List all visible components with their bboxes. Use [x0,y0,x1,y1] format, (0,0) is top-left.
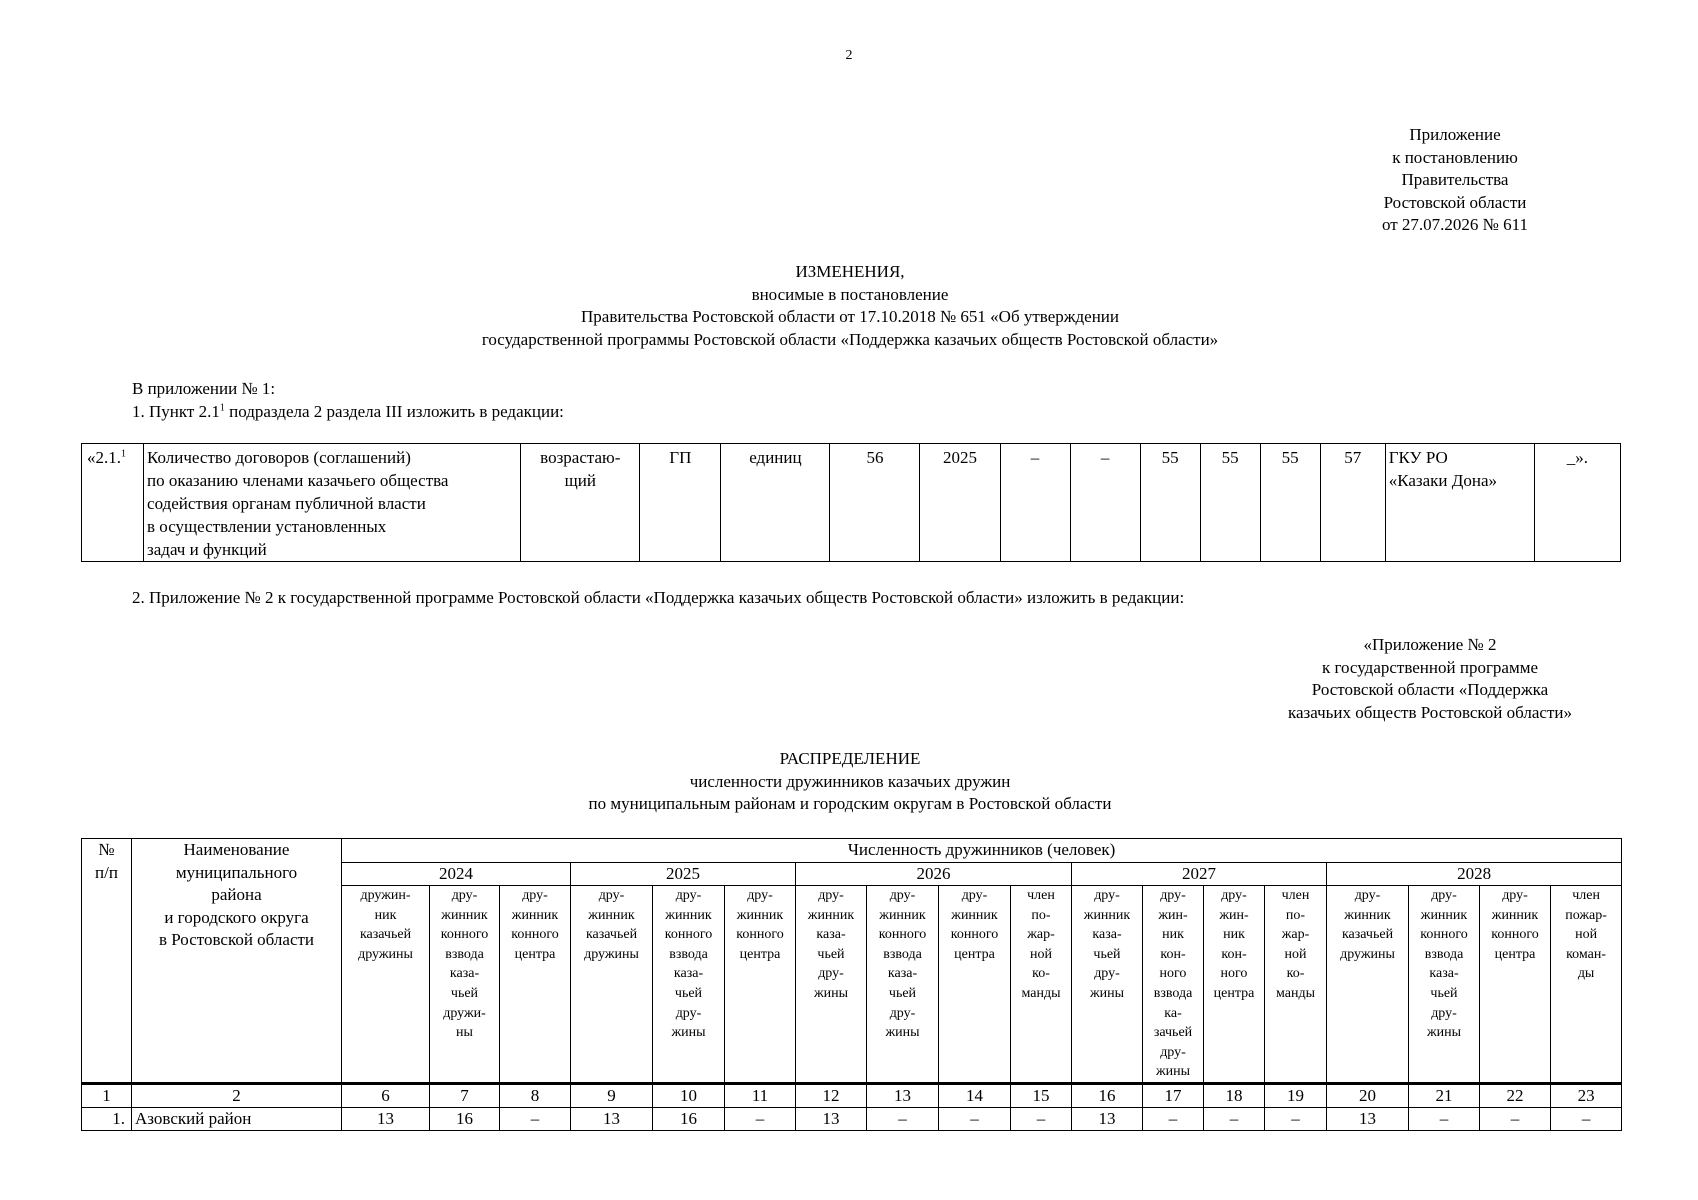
approval-line: Правительства [1401,170,1509,189]
subheader-line: жины [813,985,849,1001]
subheader-line: член [1027,888,1055,903]
approval-block [1330,124,1580,237]
subheader-line: кон- [1221,946,1247,962]
subheader-line: взвода [445,946,484,962]
subheader-line: жины [1155,1064,1191,1080]
description-line: задач и функций [147,540,267,559]
header-line: муниципального [175,862,298,882]
subheader-line: дру- [1502,888,1528,903]
subheader-line: чьей [1093,946,1121,962]
subheader-line: дру- [961,888,988,903]
column-number: 15 [1011,1084,1072,1108]
header-line: Наименование [183,840,290,859]
header-line: района [211,885,262,904]
table-cell: 13 [1072,1108,1143,1131]
distribution-title-line: РАСПРЕДЕЛЕНИЕ [779,749,921,768]
intro-line: В приложении № 1: [132,379,276,398]
subheader-cell [500,886,571,1084]
description-line: в осуществлении установленных [147,517,387,536]
subheader-cell [1072,886,1143,1084]
subheader-line: зачьей [1153,1025,1193,1041]
column-number: 12 [796,1084,867,1108]
subheader-cell [571,886,653,1084]
column-number: 17 [1143,1084,1204,1108]
subheader-line: каза- [816,927,846,943]
subheader-line: дружины [1340,946,1395,962]
subheader-line: чьей [450,985,479,1001]
header-line: в Ростовской области [158,930,315,949]
subheader-line: конного [511,927,559,943]
subheader-line: каза- [887,966,918,982]
indicator-row [82,444,1621,562]
indicator-base-year: 2025 [920,444,1000,562]
column-number: 14 [939,1084,1011,1108]
subheader-line: жинник [588,907,635,923]
appendix-line: к государственной программе [1321,657,1539,677]
subheader-line: дру- [1094,888,1120,903]
table-cell: – [1204,1108,1265,1131]
indicator-responsible [1385,444,1534,562]
subheader-line: центра [1213,985,1255,1001]
subheader-line: жин- [1219,907,1249,923]
subheader-cell [1011,886,1072,1084]
approval-line: Приложение [1409,125,1501,144]
subheader-line: по- [1031,907,1051,923]
header-line: п/п [95,862,118,882]
subheader-line: жин- [1158,907,1188,923]
indicator-number [82,444,144,562]
subheader-line: ного [1220,966,1248,982]
subheader-line: дружин- [360,888,411,903]
col-number-header [82,839,132,1084]
subheader-line: центра [739,946,781,962]
subheader-line: дру- [818,966,844,982]
subheader-line: конного [878,927,927,943]
column-number: 7 [430,1084,500,1108]
table-cell: 16 [430,1108,500,1131]
subheader-line: дружи- [443,1005,486,1021]
subheader-line: жины [1089,985,1125,1001]
column-number: 9 [571,1084,653,1108]
subheader-line: жинник [1420,907,1468,923]
indicator-value: 55 [1200,444,1260,562]
subheader-line: жинник [1344,907,1391,923]
subheader-line: дру- [451,888,478,903]
subheader-line: ник [1162,927,1184,943]
intro-sup: 1 [219,401,225,413]
subheader-line: дру- [522,888,548,903]
table-cell: 13 [1327,1108,1409,1131]
indicator-value: 55 [1140,444,1200,562]
table-cell: 13 [342,1108,430,1131]
title-line: Правительства Ростовской области от 17.10.2018 № 651 «Об утверждении [581,307,1119,326]
column-number: 21 [1409,1084,1480,1108]
title-line: вносимые в постановление [751,284,949,304]
column-number: 2 [132,1084,342,1108]
subheader-cell [430,886,500,1084]
subheader-line: жины [885,1025,920,1041]
subheader-line: конного [950,927,999,943]
appendix-2-heading [1250,634,1610,724]
subheader-cell [1409,886,1480,1084]
subheader-line: жины [1426,1025,1462,1041]
intro-paragraph [132,378,564,423]
table-cell: – [1551,1108,1622,1131]
subheader-line: ны [456,1025,473,1041]
distribution-title-line: по муниципальным районам и городским округам в Ростовской области [588,794,1112,813]
indicator-table [81,443,1621,562]
column-number: 22 [1480,1084,1551,1108]
subheader-line: манды [1021,985,1061,1001]
column-number: 18 [1204,1084,1265,1108]
subheader-line: жар- [1281,927,1310,943]
subheader-line: взвода [1153,985,1193,1001]
subheader-line: дру- [1221,888,1247,903]
subheader-line: ной [1575,927,1598,943]
subheader-line: дру- [1431,1005,1457,1021]
group-header: Численность дружинников (человек) [342,839,1622,863]
column-number-row [82,1084,1622,1108]
indicator-kind: ГП [640,444,721,562]
year-header: 2026 [796,862,1072,886]
subheader-line: ной [1284,946,1307,962]
subheader-line: ного [1159,966,1187,982]
subheader-line: конного [440,927,489,943]
description-line: Количество договоров (соглашений) [147,448,411,467]
subheader-line: жинник [441,907,488,923]
subheader-line: центра [954,946,995,962]
table-cell: – [500,1108,571,1131]
column-number: 16 [1072,1084,1143,1108]
title-line: ИЗМЕНЕНИЯ, [795,262,905,281]
subheader-line: чьей [674,985,703,1001]
subheader-line: жинник [665,907,712,923]
subheader-line: каза- [673,966,704,982]
subheader-line: дружины [358,946,413,962]
table-cell: 13 [796,1108,867,1131]
subheader-line: казачьей [585,927,638,943]
subheader-line: каза- [1092,927,1122,943]
subheader-cell [1143,886,1204,1084]
table-cell: 16 [653,1108,725,1131]
subheader-line: центра [1494,946,1536,962]
subheader-line: чьей [888,985,917,1001]
subheader-line: ко- [1032,966,1050,982]
subheader-cell [939,886,1011,1084]
subheader-line: конного [664,927,713,943]
subheader-cell [1327,886,1409,1084]
subheader-line: дру- [818,888,844,903]
year-header: 2027 [1072,862,1327,886]
year-header: 2024 [342,862,571,886]
subheader-line: казачьей [359,927,412,943]
subheader-line: член [1572,888,1600,903]
approval-line: Ростовской области [1383,192,1527,212]
indicator-description [144,444,521,562]
title-line: государственной программы Ростовской области «Поддержка казачьих обществ Ростовской области» [481,329,1219,349]
table-cell: – [1265,1108,1327,1131]
approval-line: от 27.07.2026 № 611 [1381,215,1529,234]
indicator-closing: _». [1534,444,1620,562]
subheader-cell [653,886,725,1084]
indicator-value: – [1000,444,1070,562]
column-number: 19 [1265,1084,1327,1108]
subheader-line: жинник [1083,907,1131,923]
column-number: 10 [653,1084,725,1108]
subheader-cell [867,886,939,1084]
paragraph-2: 2. Приложение № 2 к государственной программе Ростовской области «Поддержка казачьих обществ Ростовской области» изложить в редакции: [132,588,1185,607]
column-number: 6 [342,1084,430,1108]
subheader-cell [796,886,867,1084]
indicator-value: 55 [1260,444,1320,562]
subheader-line: дру- [1160,888,1186,903]
subheader-line: жинник [951,907,998,923]
table-cell: – [1480,1108,1551,1131]
subheader-line: конного [1491,927,1539,943]
intro-text: 1. Пункт 2.1 [132,401,220,421]
subheader-line: каза- [449,966,480,982]
indicator-value: – [1070,444,1140,562]
indicator-value: 57 [1320,444,1385,562]
column-number: 23 [1551,1084,1622,1108]
subheader-line: взвода [669,946,708,962]
responsible-line: «Казаки Дона» [1388,471,1497,490]
subheader-line: дру- [889,1005,916,1021]
appendix-line: Ростовской области «Поддержка [1311,680,1549,699]
table-cell: – [939,1108,1011,1131]
type-line: щий [564,471,596,490]
year-header: 2025 [571,862,796,886]
column-number: 13 [867,1084,939,1108]
subheader-line: взвода [883,946,922,962]
table-cell: – [1409,1108,1480,1131]
subheader-line: дру- [889,888,916,903]
subheader-line: центра [514,946,556,962]
subheader-line: чьей [817,946,845,962]
subheader-cell [725,886,796,1084]
column-number: 11 [725,1084,796,1108]
table-row [82,1108,1622,1131]
subheader-line: дру- [675,1005,702,1021]
indicator-number-text: «2.1. [87,448,121,467]
distribution-title-line: численности дружинников казачьих дружин [689,771,1011,791]
subheader-line: жар- [1027,927,1055,943]
type-line: возрастаю- [540,448,621,467]
subheader-line: жинник [736,907,784,923]
responsible-line: ГКУ РО [1388,448,1448,467]
subheader-line: ка- [1164,1005,1182,1021]
subheader-line: дру- [598,888,625,903]
table-cell: – [1143,1108,1204,1131]
table-cell: – [867,1108,939,1131]
distribution-title [400,748,1300,816]
subheader-line: жинник [879,907,926,923]
indicator-unit: единиц [721,444,830,562]
description-line: по оказанию членами казачьего общества [147,471,449,490]
subheader-line: дру- [1094,966,1120,982]
header-line: и городского округа [164,907,309,927]
table-cell: – [1011,1108,1072,1131]
col-name-header [132,839,342,1084]
column-number: 1 [82,1084,132,1108]
subheader-line: ды [1577,966,1595,982]
subheader-cell [1551,886,1622,1084]
row-name: Азовский район [132,1108,342,1131]
column-number: 20 [1327,1084,1409,1108]
header-line: № [98,840,115,859]
subheader-line: дру- [1354,888,1381,903]
subheader-line: жины [671,1025,706,1041]
appendix-line: «Приложение № 2 [1363,635,1497,654]
appendix-line: казачьих обществ Ростовской области» [1288,702,1572,722]
subheader-line: конного [1420,927,1468,943]
subheader-line: дру- [1160,1044,1186,1060]
subheader-line: жинник [807,907,855,923]
subheader-line: ной [1030,946,1052,962]
document-title [300,261,1400,351]
intro-text: подраздела 2 раздела III изложить в редакции: [224,401,564,421]
subheader-line: чьей [1430,985,1458,1001]
table-cell: 13 [571,1108,653,1131]
year-header: 2028 [1327,862,1622,886]
subheader-line: манды [1276,985,1315,1001]
subheader-line: по- [1285,907,1306,923]
subheader-line: казачьей [1341,927,1394,943]
subheader-cell [342,886,430,1084]
subheader-line: дру- [747,888,773,903]
subheader-line: конного [736,927,784,943]
table-cell: – [725,1108,796,1131]
subheader-line: жинник [1491,907,1539,923]
indicator-number-sup: 1 [121,448,126,460]
subheader-line: коман- [1566,946,1607,962]
indicator-type [521,444,640,562]
subheader-line: жинник [511,907,559,923]
subheader-line: взвода [1424,946,1464,962]
header-row-group [82,839,1622,863]
subheader-cell [1480,886,1551,1084]
subheader-line: пожар- [1565,907,1607,923]
description-line: содействия органам публичной власти [147,494,426,513]
subheader-line: дру- [1431,888,1457,903]
column-number: 8 [500,1084,571,1108]
page-number: 2 [845,48,853,63]
distribution-table [81,838,1622,1131]
subheader-line: ник [374,907,397,923]
subheader-line: ник [1223,927,1245,943]
subheader-line: дру- [675,888,702,903]
subheader-line: член [1281,888,1310,903]
intro-line [132,401,564,424]
row-number: 1. [82,1108,132,1131]
indicator-base-value: 56 [830,444,920,562]
subheader-line: дружины [584,946,639,962]
subheader-line: ко- [1286,966,1305,982]
subheader-line: кон- [1160,946,1186,962]
approval-line: к постановлению [1392,147,1518,167]
subheader-cell [1204,886,1265,1084]
subheader-line: каза- [1429,966,1459,982]
subheader-cell [1265,886,1327,1084]
